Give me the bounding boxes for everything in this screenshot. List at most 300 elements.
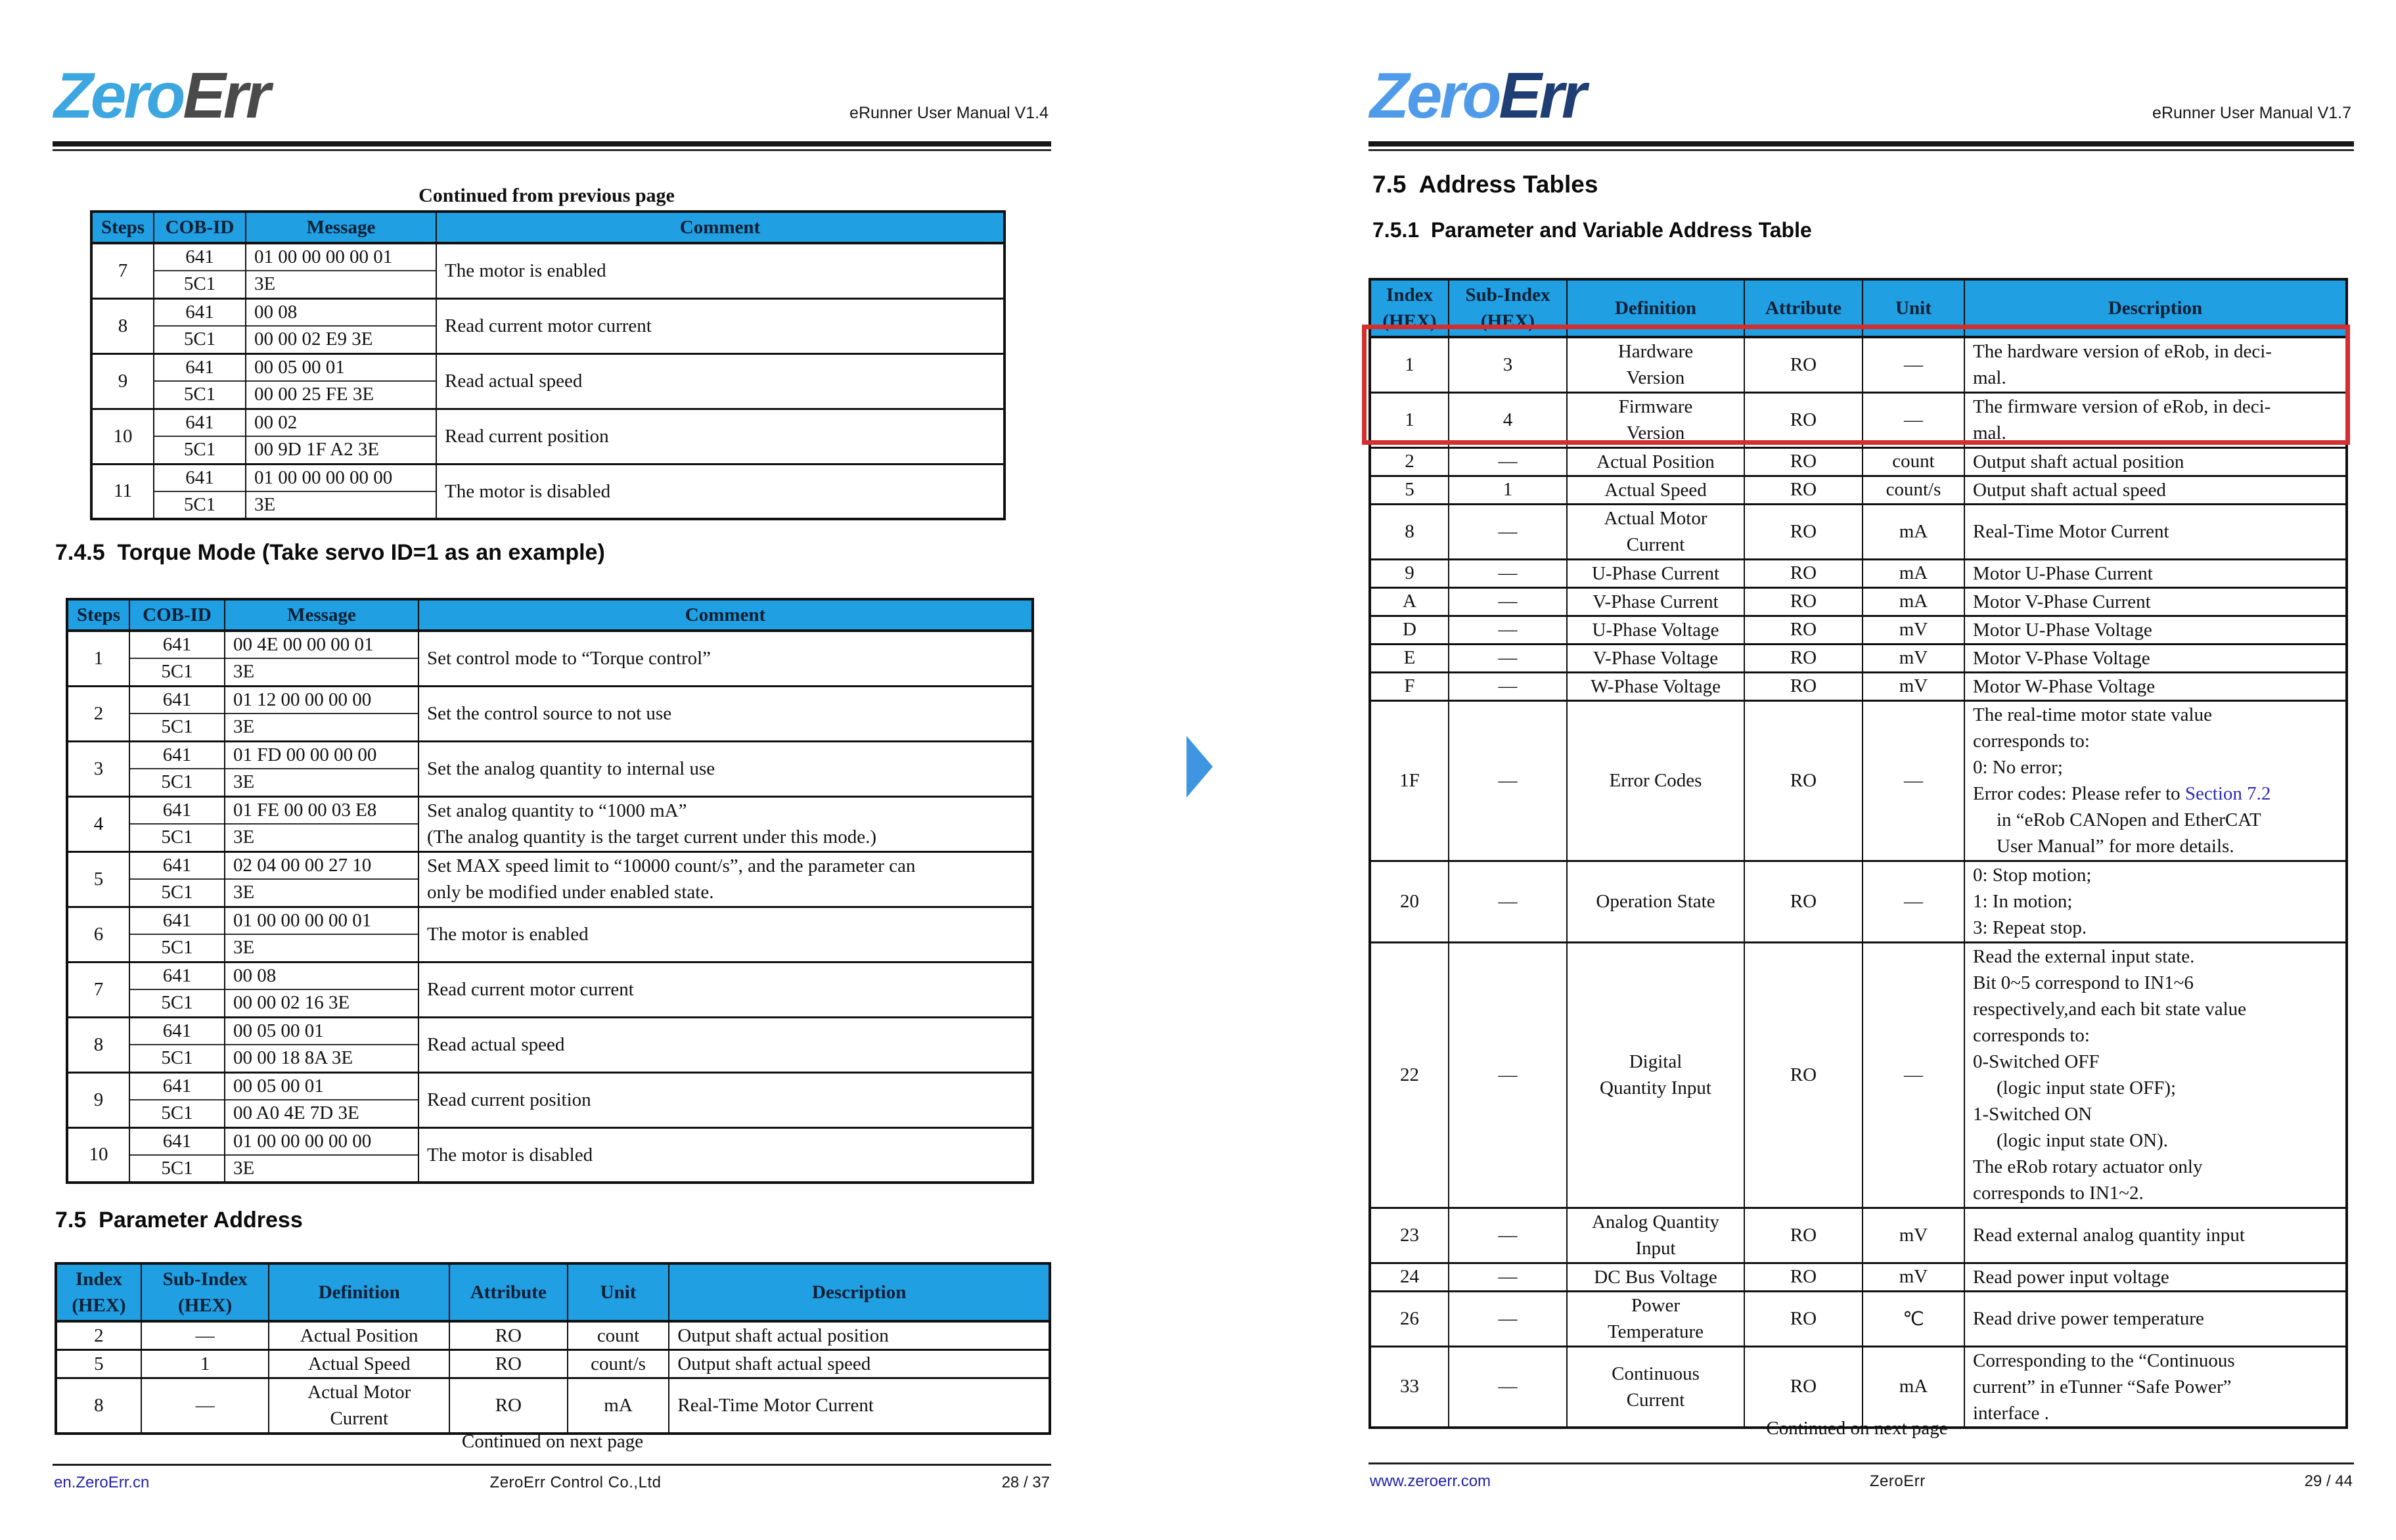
- description-cell: [669, 1350, 1050, 1378]
- comment-cell: [418, 1072, 1033, 1127]
- sub-index-cell: 1: [1449, 476, 1567, 504]
- unit-cell: mV: [1863, 672, 1964, 700]
- cob-id-cell: 641: [129, 907, 225, 934]
- definition-line: Digital: [1629, 1051, 1683, 1072]
- cob-id-cell: 641: [129, 1017, 225, 1045]
- footer-site-link[interactable]: en.ZeroErr.cn: [54, 1474, 150, 1491]
- definition-cell: [1567, 1346, 1744, 1428]
- table-row: [1370, 392, 2347, 447]
- cob-id-cell: 5C1: [129, 769, 225, 796]
- cob-id-cell: 5C1: [154, 271, 246, 298]
- sub-index-cell: —: [1449, 861, 1567, 942]
- description-line: 0: No error;: [1973, 757, 2063, 778]
- definition-cell: [1567, 447, 1744, 476]
- definition-cell: [1567, 587, 1744, 616]
- index-cell: 9: [1370, 559, 1449, 587]
- cob-id-cell: 5C1: [129, 1100, 225, 1127]
- index-cell: 20: [1370, 861, 1449, 942]
- cob-id-cell: 5C1: [129, 879, 225, 907]
- definition-cell: [1567, 1263, 1744, 1291]
- cob-id-cell: 641: [129, 631, 225, 658]
- next-page-arrow-icon[interactable]: [1187, 736, 1213, 798]
- cob-id-cell: 641: [154, 298, 246, 326]
- table-row: [91, 298, 1005, 326]
- index-cell: 8: [56, 1378, 141, 1434]
- message-cell: 00 05 00 01: [246, 353, 436, 381]
- manual-version-label: eRunner User Manual V1.4: [849, 104, 1049, 122]
- table-row: [1370, 447, 2347, 476]
- message-cell: 01 12 00 00 00 00: [225, 686, 418, 713]
- table-row: [67, 741, 1033, 769]
- index-cell: 5: [1370, 476, 1449, 504]
- description-cell: [1964, 1346, 2347, 1428]
- comment-line: Set analog quantity to “1000 mA”: [427, 800, 687, 821]
- comment-cell: [418, 1017, 1033, 1072]
- comment-cell: [436, 353, 1005, 409]
- description-cell: [1964, 672, 2347, 700]
- description-line: Motor U-Phase Voltage: [1973, 619, 2152, 641]
- message-cell: 3E: [246, 491, 436, 519]
- comment-line: Read actual speed: [445, 371, 583, 392]
- logo-err: Err: [1499, 59, 1585, 131]
- definition-line: Continuous: [1612, 1363, 1700, 1384]
- sub-index-cell: —: [1449, 559, 1567, 587]
- comment-cell: [418, 631, 1033, 686]
- cob-id-cell: 5C1: [154, 326, 246, 353]
- unit-cell: mA: [1863, 1346, 1964, 1428]
- table-row: [1370, 861, 2347, 942]
- unit-cell: mV: [1863, 1208, 1964, 1263]
- step-number: 4: [67, 796, 129, 851]
- column-header-line: Index: [75, 1269, 122, 1290]
- unit-cell: —: [1863, 700, 1964, 861]
- message-cell: 01 FD 00 00 00 00: [225, 741, 418, 769]
- column-header: [1744, 279, 1863, 337]
- attribute-cell: RO: [1744, 1346, 1863, 1428]
- cob-id-cell: 641: [129, 796, 225, 824]
- message-cell: 01 00 00 00 00 01: [246, 243, 436, 271]
- column-header: [1449, 279, 1567, 337]
- description-line: Read power input voltage: [1973, 1266, 2169, 1288]
- table-row: [1370, 587, 2347, 616]
- table-header-row: [67, 599, 1033, 631]
- comment-line: The motor is disabled: [427, 1144, 593, 1166]
- column-header: [418, 599, 1033, 631]
- cob-id-cell: 641: [154, 409, 246, 436]
- unit-cell: —: [1863, 861, 1964, 942]
- message-cell: 00 00 18 8A 3E: [225, 1045, 418, 1072]
- message-cell: 3E: [225, 879, 418, 907]
- manual-version-label: eRunner User Manual V1.7: [2152, 104, 2351, 122]
- message-cell: 00 A0 4E 7D 3E: [225, 1100, 418, 1127]
- table-row: [1370, 504, 2347, 559]
- column-header: [67, 599, 129, 631]
- definition-line: Actual Motor: [307, 1382, 411, 1403]
- definition-cell: [1567, 1291, 1744, 1346]
- description-line: Output shaft actual speed: [677, 1353, 871, 1374]
- description-line: Read external analog quantity input: [1973, 1225, 2245, 1246]
- table-row: [91, 464, 1005, 491]
- cob-id-cell: 641: [129, 851, 225, 879]
- footer-company-label: ZeroErr: [1869, 1472, 1926, 1490]
- continued-from-label: Continued from previous page: [418, 185, 675, 206]
- sub-index-cell: —: [1449, 1208, 1567, 1263]
- description-line: The eRob rotary actuator only: [1973, 1156, 2203, 1177]
- definition-line: Quantity Input: [1600, 1077, 1711, 1098]
- definition-cell: [1567, 476, 1744, 504]
- description-line: corresponds to:: [1973, 731, 2090, 752]
- cob-id-cell: 5C1: [129, 934, 225, 962]
- description-line: Real-Time Motor Current: [677, 1395, 874, 1416]
- table-row: [1370, 616, 2347, 644]
- table-row: [67, 686, 1033, 713]
- description-line: Error codes: Please refer to Section 7.2: [1973, 783, 2271, 804]
- column-header: [269, 1263, 449, 1321]
- comment-cell: [418, 686, 1033, 741]
- step-number: 5: [67, 851, 129, 907]
- column-header-line: Sub-Index: [1465, 284, 1550, 306]
- column-header: [436, 212, 1005, 243]
- attribute-cell: RO: [1744, 587, 1863, 616]
- step-number: 7: [91, 243, 154, 298]
- cob-id-cell: 641: [154, 353, 246, 381]
- footer-page-number: 28 / 37: [1001, 1474, 1050, 1491]
- section-heading-torque-mode: 7.4.5 Torque Mode (Take servo ID=1 as an example): [55, 540, 605, 565]
- description-line: User Manual” for more details.: [1997, 836, 2234, 857]
- column-header-line: (HEX): [1382, 311, 1437, 332]
- column-header-line: Message: [306, 217, 376, 238]
- index-cell: 22: [1370, 942, 1449, 1208]
- definition-line: Current: [330, 1408, 389, 1430]
- attribute-cell: RO: [1744, 447, 1863, 476]
- description-cell: [1964, 559, 2347, 587]
- definition-line: Temperature: [1607, 1321, 1704, 1342]
- unit-cell: count: [568, 1321, 669, 1350]
- index-cell: 26: [1370, 1291, 1449, 1346]
- column-header-line: Steps: [101, 217, 145, 238]
- message-cell: 3E: [225, 713, 418, 741]
- step-number: 10: [67, 1127, 129, 1183]
- description-cell: [1964, 700, 2347, 861]
- table-row: [1370, 1263, 2347, 1291]
- description-line: (logic input state ON).: [1997, 1130, 2168, 1151]
- table-row: [1370, 1346, 2347, 1428]
- index-cell: D: [1370, 616, 1449, 644]
- message-cell: 3E: [225, 934, 418, 962]
- sub-index-cell: —: [1449, 1263, 1567, 1291]
- column-header-line: Attribute: [1765, 298, 1842, 319]
- message-cell: 00 00 25 FE 3E: [246, 381, 436, 409]
- cob-id-cell: 641: [129, 741, 225, 769]
- column-header-line: Description: [811, 1282, 907, 1303]
- cob-id-cell: 5C1: [129, 1155, 225, 1183]
- description-line: mal.: [1973, 367, 2006, 389]
- unit-cell: count: [1863, 447, 1964, 476]
- attribute-cell: RO: [1744, 392, 1863, 447]
- index-cell: 8: [1370, 504, 1449, 559]
- definition-line: Actual Motor: [1604, 508, 1707, 529]
- cob-id-cell: 5C1: [129, 824, 225, 851]
- table-row: [1370, 476, 2347, 504]
- section-heading-address-tables: 7.5 Address Tables: [1372, 171, 1598, 198]
- column-header-line: Comment: [685, 604, 766, 625]
- column-header: [154, 212, 246, 243]
- index-cell: 1F: [1370, 700, 1449, 861]
- cob-id-cell: 641: [129, 1127, 225, 1155]
- column-header: [449, 1263, 568, 1321]
- comment-line: The motor is disabled: [445, 480, 611, 502]
- cob-id-cell: 5C1: [129, 658, 225, 686]
- column-header: [56, 1263, 141, 1321]
- table-row: [1370, 942, 2347, 1208]
- sub-index-cell: —: [1449, 942, 1567, 1208]
- table-row: [67, 631, 1033, 658]
- unit-cell: mA: [568, 1378, 669, 1434]
- step-number: 9: [67, 1072, 129, 1127]
- description-line: respectively,and each bit state value: [1973, 999, 2247, 1020]
- comment-line: Set the analog quantity to internal use: [427, 758, 715, 779]
- description-line: The hardware version of eRob, in deci-: [1973, 341, 2272, 363]
- description-line: The real-time motor state value: [1973, 704, 2212, 725]
- cob-id-cell: 641: [154, 243, 246, 271]
- table-row: [67, 851, 1033, 879]
- table-row: [56, 1378, 1050, 1434]
- logo-zero: Zero: [1370, 59, 1499, 131]
- table-row: [1370, 672, 2347, 700]
- table-header-row: [1370, 279, 2347, 337]
- attribute-cell: RO: [1744, 644, 1863, 672]
- sub-index-cell: —: [1449, 1291, 1567, 1346]
- footer-site-link[interactable]: www.zeroerr.com: [1370, 1472, 1491, 1490]
- cob-id-cell: 641: [129, 962, 225, 989]
- continued-next-label: Continued on next page: [461, 1431, 644, 1452]
- description-line: mal.: [1973, 422, 2006, 443]
- attribute-cell: RO: [1744, 337, 1863, 392]
- page-footer-right: [1368, 1462, 2354, 1491]
- cob-id-cell: 641: [129, 1072, 225, 1100]
- column-header-line: Comment: [679, 217, 761, 238]
- description-line: corresponds to:: [1973, 1025, 2090, 1046]
- comment-cell: [436, 464, 1005, 519]
- comment-cell: [436, 298, 1005, 353]
- comment-line: Set the control source to not use: [427, 703, 672, 724]
- description-cell: [1964, 861, 2347, 942]
- comment-cell: [418, 741, 1033, 796]
- table-header-row: [91, 212, 1005, 243]
- description-cell: [669, 1321, 1050, 1350]
- cob-id-cell: 5C1: [129, 1045, 225, 1072]
- index-cell: 1: [1370, 392, 1449, 447]
- message-cell: 3E: [225, 769, 418, 796]
- sub-index-cell: —: [1449, 1346, 1567, 1428]
- unit-cell: mV: [1863, 616, 1964, 644]
- definition-line: Firmware: [1618, 396, 1693, 417]
- description-line: Motor V-Phase Voltage: [1973, 647, 2150, 669]
- table-header-row: [56, 1263, 1050, 1321]
- step-number: 2: [67, 686, 129, 741]
- index-cell: F: [1370, 672, 1449, 700]
- table-row: [67, 1017, 1033, 1045]
- description-cell: [1964, 392, 2347, 447]
- description-line: current” in eTunner “Safe Power”: [1973, 1376, 2232, 1397]
- step-number: 10: [91, 409, 154, 464]
- definition-cell: [1567, 559, 1744, 587]
- definition-cell: [1567, 861, 1744, 942]
- attribute-cell: RO: [1744, 1291, 1863, 1346]
- description-line: Output shaft actual position: [677, 1325, 889, 1346]
- attribute-cell: RO: [1744, 559, 1863, 587]
- description-line: interface .: [1973, 1402, 2049, 1424]
- sub-index-cell: —: [1449, 587, 1567, 616]
- column-header-line: (HEX): [1480, 311, 1535, 332]
- description-line: Corresponding to the “Continuous: [1973, 1349, 2235, 1371]
- attribute-cell: RO: [1744, 504, 1863, 559]
- description-cell: [669, 1378, 1050, 1434]
- comment-line: Read current position: [445, 426, 609, 447]
- description-cell: [1964, 1208, 2347, 1263]
- attribute-cell: RO: [1744, 1208, 1863, 1263]
- unit-cell: count/s: [1863, 476, 1964, 504]
- description-line: 1-Switched ON: [1973, 1104, 2092, 1125]
- column-header-line: Unit: [600, 1282, 637, 1303]
- description-line: Bit 0~5 correspond to IN1~6: [1973, 972, 2194, 993]
- table-row: [1370, 337, 2347, 392]
- sub-index-cell: —: [1449, 672, 1567, 700]
- sub-index-cell: 3: [1449, 337, 1567, 392]
- unit-cell: —: [1863, 942, 1964, 1208]
- definition-cell: [1567, 504, 1744, 559]
- definition-cell: [269, 1350, 449, 1378]
- definition-cell: [1567, 616, 1744, 644]
- table-row: [91, 353, 1005, 381]
- definition-line: W-Phase Voltage: [1591, 675, 1721, 697]
- definition-line: V-Phase Current: [1593, 591, 1719, 612]
- table-row: [1370, 1291, 2347, 1346]
- table-row: [56, 1350, 1050, 1378]
- table-row: [1370, 644, 2347, 672]
- comment-cell: [436, 243, 1005, 298]
- message-cell: 00 00 02 E9 3E: [246, 326, 436, 353]
- table-row: [1370, 700, 2347, 861]
- message-cell: 00 9D 1F A2 3E: [246, 436, 436, 464]
- table-row: [67, 1127, 1033, 1155]
- comment-line: only be modified under enabled state.: [427, 882, 714, 903]
- definition-line: Actual Speed: [1604, 479, 1707, 501]
- attribute-cell: RO: [449, 1321, 568, 1350]
- footer-page-number: 29 / 44: [2304, 1472, 2353, 1490]
- cob-id-cell: 641: [154, 464, 246, 491]
- description-cell: [1964, 616, 2347, 644]
- definition-line: Actual Position: [1596, 451, 1715, 472]
- column-header-line: (HEX): [72, 1295, 126, 1316]
- definition-line: V-Phase Voltage: [1593, 647, 1719, 669]
- message-cell: 00 05 00 01: [225, 1017, 418, 1045]
- comment-line: Read actual speed: [427, 1034, 565, 1055]
- definition-line: Error Codes: [1609, 770, 1702, 791]
- table-row: [67, 1072, 1033, 1100]
- message-cell: 01 00 00 00 00 00: [225, 1127, 418, 1155]
- description-line: Output shaft actual speed: [1973, 479, 2166, 501]
- attribute-cell: RO: [1744, 700, 1863, 861]
- column-header-line: Attribute: [470, 1282, 547, 1303]
- description-line: Motor V-Phase Current: [1973, 591, 2151, 612]
- comment-cell: [418, 907, 1033, 962]
- definition-cell: [1567, 672, 1744, 700]
- message-cell: 00 05 00 01: [225, 1072, 418, 1100]
- column-header: [246, 212, 436, 243]
- sub-index-cell: —: [1449, 616, 1567, 644]
- parameter-address-table: [55, 1262, 1051, 1435]
- definition-line: Version: [1626, 422, 1685, 443]
- unit-cell: mV: [1863, 644, 1964, 672]
- comment-line: The motor is enabled: [427, 924, 589, 945]
- attribute-cell: RO: [1744, 861, 1863, 942]
- column-header-line: Message: [287, 604, 356, 625]
- description-cell: [1964, 587, 2347, 616]
- column-header: [1863, 279, 1964, 337]
- column-header-line: Definition: [1614, 298, 1697, 319]
- column-header-line: (HEX): [178, 1295, 233, 1316]
- section-7-2-link[interactable]: Section 7.2: [2184, 783, 2271, 804]
- unit-cell: —: [1863, 392, 1964, 447]
- index-cell: 23: [1370, 1208, 1449, 1263]
- sub-index-cell: —: [1449, 504, 1567, 559]
- message-cell: 01 00 00 00 00 01: [225, 907, 418, 934]
- attribute-cell: RO: [449, 1378, 568, 1434]
- attribute-cell: RO: [1744, 942, 1863, 1208]
- unit-cell: mV: [1863, 1263, 1964, 1291]
- column-header: [91, 212, 154, 243]
- message-cell: 01 FE 00 00 03 E8: [225, 796, 418, 824]
- cob-id-cell: 5C1: [129, 989, 225, 1017]
- definition-cell: [269, 1321, 449, 1350]
- description-cell: [1964, 1263, 2347, 1291]
- column-header: [141, 1263, 269, 1321]
- sub-index-cell: —: [1449, 447, 1567, 476]
- continued-next-label: Continued on next page: [1766, 1418, 1948, 1439]
- table-row: [91, 409, 1005, 436]
- description-cell: [1964, 337, 2347, 392]
- comment-line: Read current motor current: [445, 315, 652, 336]
- description-cell: [1964, 504, 2347, 559]
- unit-cell: ℃: [1863, 1291, 1964, 1346]
- header-rule: [1368, 141, 2354, 147]
- table-row: [1370, 1208, 2347, 1263]
- description-line: 0-Switched OFF: [1973, 1051, 2100, 1072]
- column-header-line: Definition: [318, 1282, 400, 1303]
- description-line: The firmware version of eRob, in deci-: [1973, 396, 2271, 417]
- comment-cell: [418, 796, 1033, 851]
- sub-index-cell: —: [1449, 700, 1567, 861]
- footer-company-label: ZeroErr Control Co.,Ltd: [489, 1474, 662, 1491]
- message-cell: 3E: [225, 1155, 418, 1183]
- cob-id-cell: 5C1: [154, 381, 246, 409]
- definition-cell: [269, 1378, 449, 1434]
- definition-line: U-Phase Current: [1591, 562, 1720, 584]
- table-row: [67, 907, 1033, 934]
- attribute-cell: RO: [449, 1350, 568, 1378]
- unit-cell: mA: [1863, 559, 1964, 587]
- column-header: [1567, 279, 1744, 337]
- definition-cell: [1567, 337, 1744, 392]
- unit-cell: mA: [1863, 587, 1964, 616]
- comment-cell: [418, 851, 1033, 907]
- message-cell: 3E: [225, 658, 418, 686]
- column-header: [669, 1263, 1050, 1321]
- zeroerr-logo: [54, 60, 268, 131]
- comment-line: The motor is enabled: [445, 260, 606, 282]
- unit-cell: count/s: [568, 1350, 669, 1378]
